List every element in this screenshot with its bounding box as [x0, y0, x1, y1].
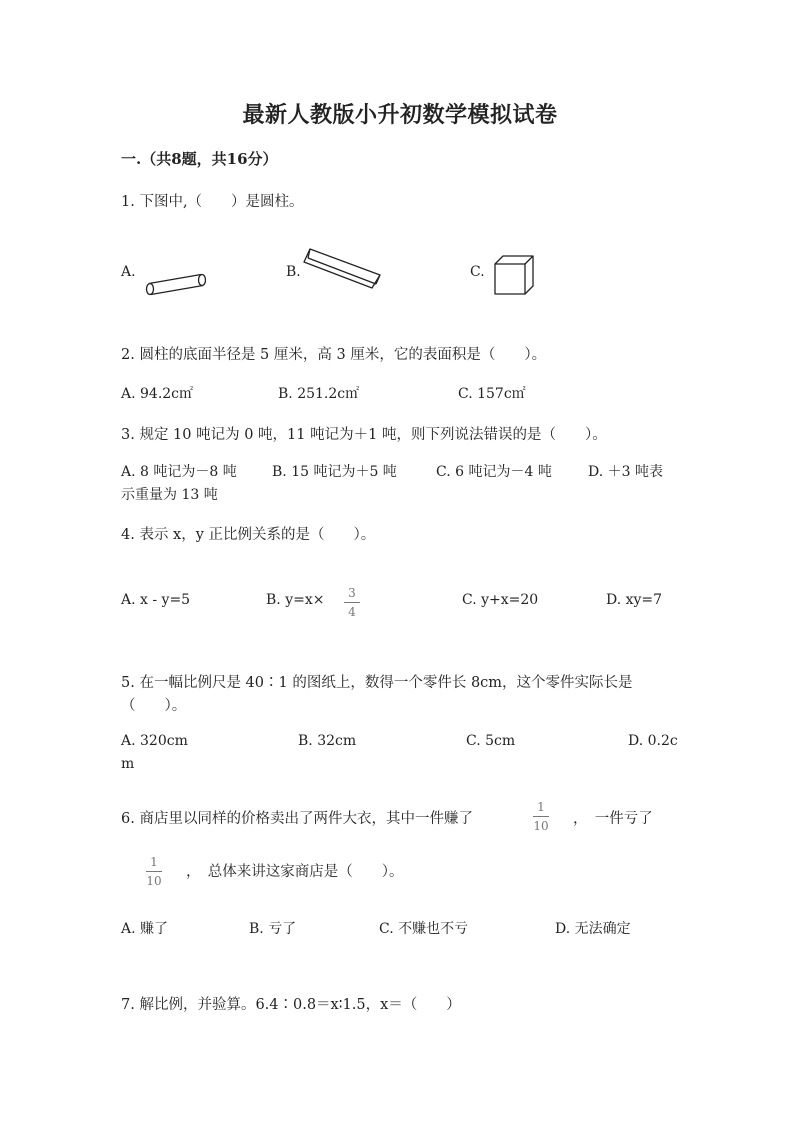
q6-option-c: C. 不赚也不亏: [379, 921, 469, 937]
question-4-stem: 4. 表示 x，y 正比例关系的是（ ）。: [121, 527, 376, 543]
q3-option-a: A. 8 吨记为－8 吨: [121, 464, 237, 480]
q6-option-a: A. 赚了: [121, 921, 169, 937]
fraction-denominator: 10: [533, 819, 549, 833]
q4-fraction-three-quarters: [344, 586, 360, 619]
q5-option-d: D. 0.2c: [628, 733, 678, 749]
question-6-stem-tail: ， 总体来讲这家商店是（ ）。: [186, 864, 404, 880]
q1-option-a-label: A.: [121, 264, 136, 280]
fraction-bar: [344, 602, 360, 603]
fraction-bar: [533, 816, 549, 817]
q4-option-c: C. y+x=20: [462, 592, 539, 608]
fraction-denominator: 4: [348, 605, 356, 619]
page-title: 最新人教版小升初数学模拟试卷: [242, 102, 558, 128]
q5-option-a: A. 320cm: [121, 733, 188, 749]
fraction-denominator: 10: [146, 874, 162, 888]
question-5-stem: 5. 在一幅比例尺是 40∶1 的图纸上，数得一个零件长 8cm，这个零件实际长是: [121, 675, 633, 691]
q3-option-d-continued: 示重量为 13 吨: [121, 487, 218, 503]
q2-option-b: B. 251.2c㎡: [278, 386, 360, 402]
fraction-bar: [146, 871, 162, 872]
question-6-stem-middle: ， 一件亏了: [573, 811, 653, 827]
q6-option-d: D. 无法确定: [555, 921, 631, 937]
q6-fraction-one-tenth-1: [533, 800, 549, 833]
question-6-stem: 6. 商店里以同样的价格卖出了两件大衣，其中一件赚了: [121, 811, 473, 827]
prism-figure: [300, 244, 386, 294]
q5-option-b: B. 32cm: [298, 733, 357, 749]
q4-option-d: D. xy=7: [606, 592, 663, 608]
cube-figure: [490, 252, 536, 298]
q4-option-b: B. y=x×: [266, 592, 325, 608]
q1-option-b-label: B.: [286, 264, 301, 280]
q3-option-d: D. ＋3 吨表: [588, 464, 663, 480]
q3-option-b: B. 15 吨记为＋5 吨: [272, 464, 397, 480]
fraction-numerator: 3: [348, 586, 356, 600]
section-heading: 一.（共8题，共16分）: [121, 150, 278, 168]
q5-option-c: C. 5cm: [466, 733, 516, 749]
fraction-numerator: 1: [537, 800, 545, 814]
question-2-stem: 2. 圆柱的底面半径是 5 厘米，高 3 厘米，它的表面积是（ ）。: [121, 347, 547, 363]
q5-option-d-continued: m: [121, 756, 135, 772]
question-3-stem: 3. 规定 10 吨记为 0 吨，11 吨记为＋1 吨，则下列说法错误的是（ ）。: [121, 427, 607, 443]
question-5-stem-continued: （ ）。: [121, 698, 187, 714]
fraction-numerator: 1: [150, 855, 158, 869]
cylinder-figure: [140, 268, 212, 298]
q4-option-a: A. x - y=5: [121, 592, 191, 608]
q3-option-c: C. 6 吨记为－4 吨: [436, 464, 552, 480]
q2-option-a: A. 94.2c㎡: [121, 386, 194, 402]
question-1-stem: 1. 下图中,（ ）是圆柱。: [121, 194, 304, 210]
question-7-stem: 7. 解比例，并验算。6.4∶0.8＝x∶1.5，x＝（ ）: [121, 997, 461, 1013]
q2-option-c: C. 157c㎡: [458, 386, 526, 402]
q6-fraction-one-tenth-2: [146, 855, 162, 888]
q1-option-c-label: C.: [470, 264, 485, 280]
q6-option-b: B. 亏了: [249, 921, 297, 937]
